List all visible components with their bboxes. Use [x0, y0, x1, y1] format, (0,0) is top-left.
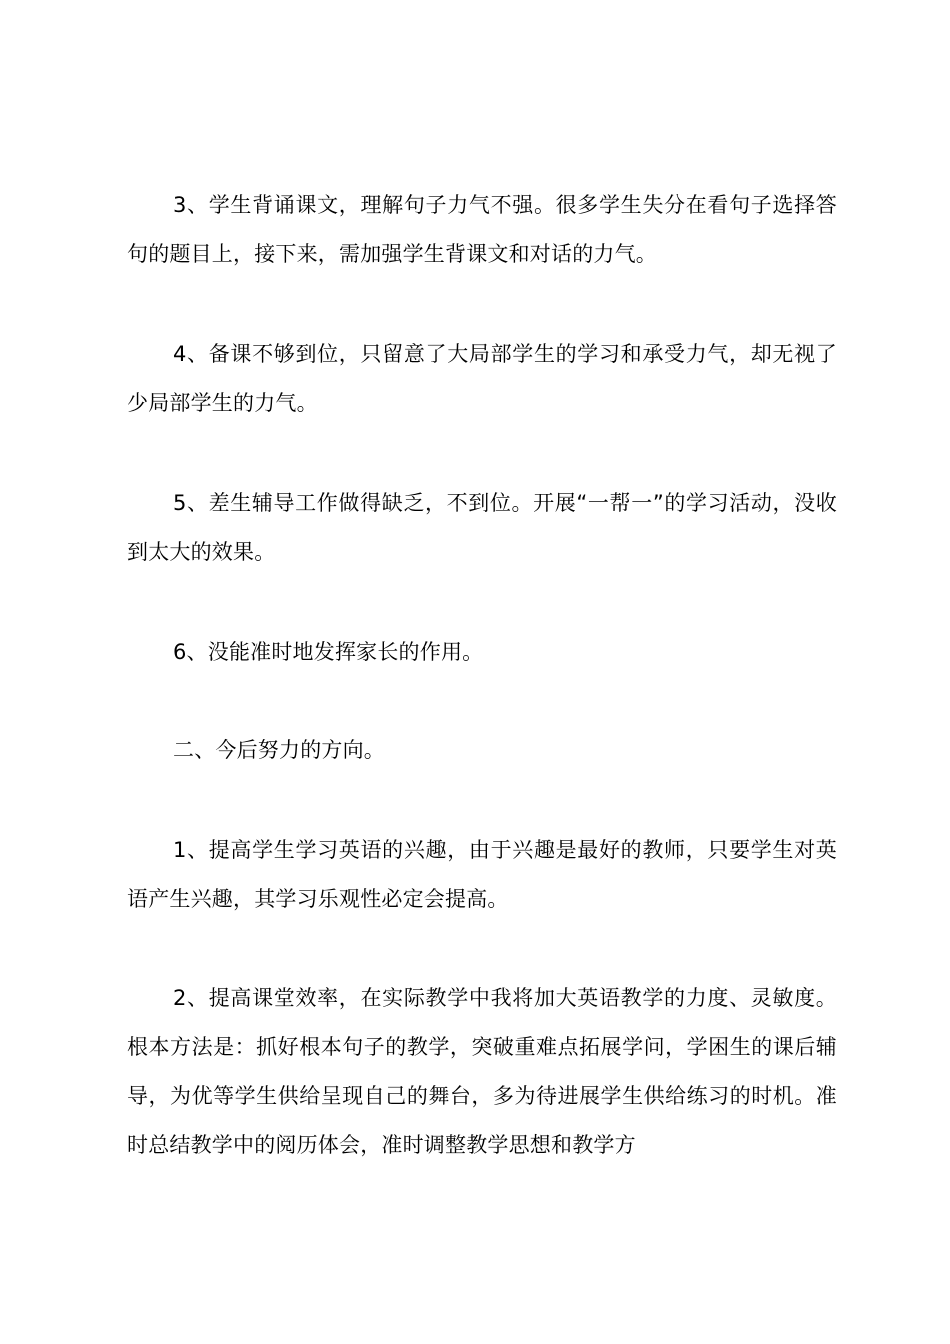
- paragraph-item-5: 5、差生辅导工作做得缺乏，不到位。开展“一帮一”的学习活动，没收到太大的效果。: [127, 491, 837, 564]
- section-heading: 二、今后努力的方向。: [173, 738, 385, 762]
- paragraph-item-4: 4、备课不够到位，只留意了大局部学生的学习和承受力气，却无视了少局部学生的力气。: [127, 342, 837, 415]
- paragraph-direction-2: 2、提高课堂效率，在实际教学中我将加大英语教学的力度、灵敏度。根本方法是：抓好根本句子的教学，突破重难点拓展学问，学困生的课后辅导，为优等学生供给呈现自己的舞台，多为待进展学生供给练习的时机。准时总结教学中的阅历体会，准时调整教学思想和教学方: [127, 986, 837, 1157]
- paragraph-direction-1: 1、提高学生学习英语的兴趣，由于兴趣是最好的教师，只要学生对英语产生兴趣，其学习乐观性必定会提高。: [127, 838, 837, 911]
- paragraph-item-3: 3、学生背诵课文，理解句子力气不强。很多学生失分在看句子选择答句的题目上，接下来，需加强学生背课文和对话的力气。: [127, 193, 837, 266]
- paragraph-item-6: 6、没能准时地发挥家长的作用。: [173, 640, 484, 664]
